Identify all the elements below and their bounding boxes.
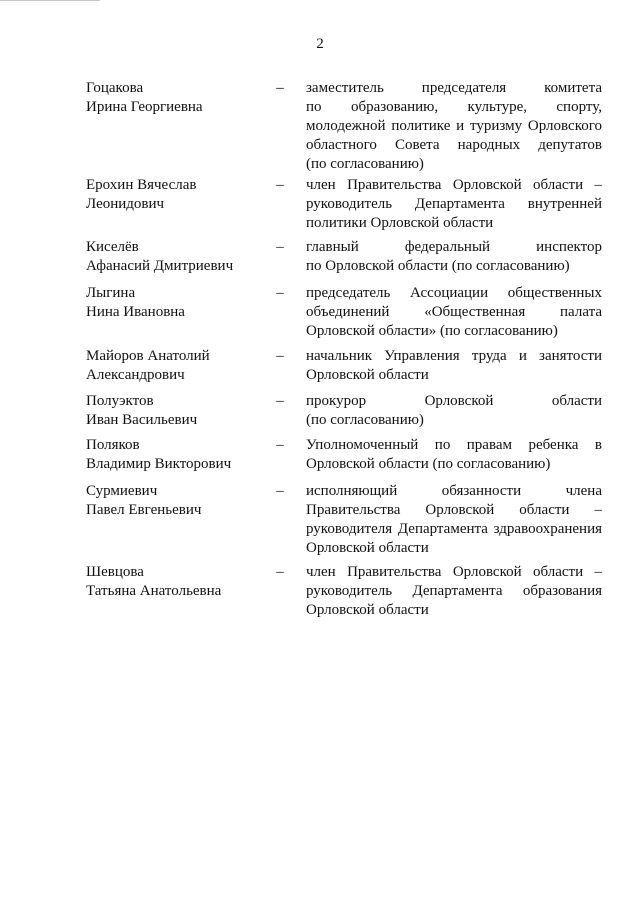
member-position (306, 563, 602, 620)
position-line: главный федеральный инспектор (306, 239, 602, 255)
member-name (86, 436, 266, 474)
member-name (86, 176, 266, 214)
position-line: руководителя Департамента здравоохранения (306, 521, 602, 537)
member-name (86, 392, 266, 430)
position-line: член Правительства Орловской области – (306, 564, 602, 580)
scan-edge-line (0, 0, 100, 2)
position-line: областного Совета народных депутатов (306, 137, 602, 153)
position-line: Орловской области (по согласованию) (306, 456, 551, 472)
position-line: исполняющий обязанности члена (306, 483, 602, 499)
member-given-names: Леонидович (86, 196, 165, 212)
member-position (306, 436, 602, 474)
separator-dash: – (276, 348, 284, 364)
position-line: заместитель председателя комитета (306, 80, 602, 96)
member-surname: Полуэктов (86, 393, 154, 409)
member-position (306, 482, 602, 558)
position-line: молодежной политике и туризму Орловского (306, 118, 602, 134)
member-surname: Майоров Анатолий (86, 348, 210, 364)
position-line: Орловской области (306, 367, 429, 383)
member-surname: Гоцакова (86, 80, 144, 96)
member-given-names: Ирина Георгиевна (86, 99, 203, 115)
member-surname: Сурмиевич (86, 483, 158, 499)
position-line: Орловской области (306, 540, 429, 556)
member-surname: Шевцова (86, 564, 144, 580)
position-line: начальник Управления труда и занятости (306, 348, 602, 364)
position-line: руководитель Департамента образования (306, 583, 602, 599)
position-line: по Орловской области (по согласованию) (306, 258, 570, 274)
position-line: Уполномоченный по правам ребенка в (306, 437, 602, 453)
separator-dash: – (276, 564, 284, 580)
member-given-names: Иван Васильевич (86, 412, 198, 428)
position-line: (по согласованию) (306, 412, 424, 428)
position-line: объединений «Общественная палата (306, 304, 602, 320)
member-given-names: Нина Ивановна (86, 304, 185, 320)
position-line: руководитель Департамента внутренней (306, 196, 602, 212)
member-given-names: Владимир Викторович (86, 456, 232, 472)
member-position (306, 347, 602, 385)
position-line: член Правительства Орловской области – (306, 177, 602, 193)
position-line: прокурор Орловской области (306, 393, 602, 409)
position-line: (по согласованию) (306, 156, 424, 172)
member-position (306, 176, 602, 233)
member-surname: Ерохин Вячеслав (86, 177, 197, 193)
member-surname: Лыгина (86, 285, 136, 301)
page-number: 2 (316, 36, 324, 52)
separator-dash: – (276, 393, 284, 409)
member-name (86, 284, 266, 322)
position-line: председатель Ассоциации общественных (306, 285, 602, 301)
member-position (306, 238, 602, 276)
separator-dash: – (276, 177, 284, 193)
member-position (306, 79, 602, 174)
position-line: политики Орловской области (306, 215, 494, 231)
member-given-names: Татьяна Анатольевна (86, 583, 222, 599)
position-line: Правительства Орловской области – (306, 502, 602, 518)
member-name (86, 238, 266, 276)
separator-dash: – (276, 285, 284, 301)
member-position (306, 392, 602, 430)
position-line: по образованию, культуре, спорту, (306, 99, 602, 115)
member-name (86, 563, 266, 601)
position-line: Орловской области (306, 602, 429, 618)
separator-dash: – (276, 483, 284, 499)
member-surname: Киселёв (86, 239, 139, 255)
member-given-names: Афанасий Дмитриевич (86, 258, 234, 274)
member-name (86, 482, 266, 520)
member-given-names: Александрович (86, 367, 185, 383)
position-line: Орловской области» (по согласованию) (306, 323, 558, 339)
separator-dash: – (276, 437, 284, 453)
separator-dash: – (276, 80, 284, 96)
member-given-names: Павел Евгеньевич (86, 502, 202, 518)
member-position (306, 284, 602, 341)
member-name (86, 347, 266, 385)
member-name (86, 79, 266, 117)
member-surname: Поляков (86, 437, 140, 453)
separator-dash: – (276, 239, 284, 255)
